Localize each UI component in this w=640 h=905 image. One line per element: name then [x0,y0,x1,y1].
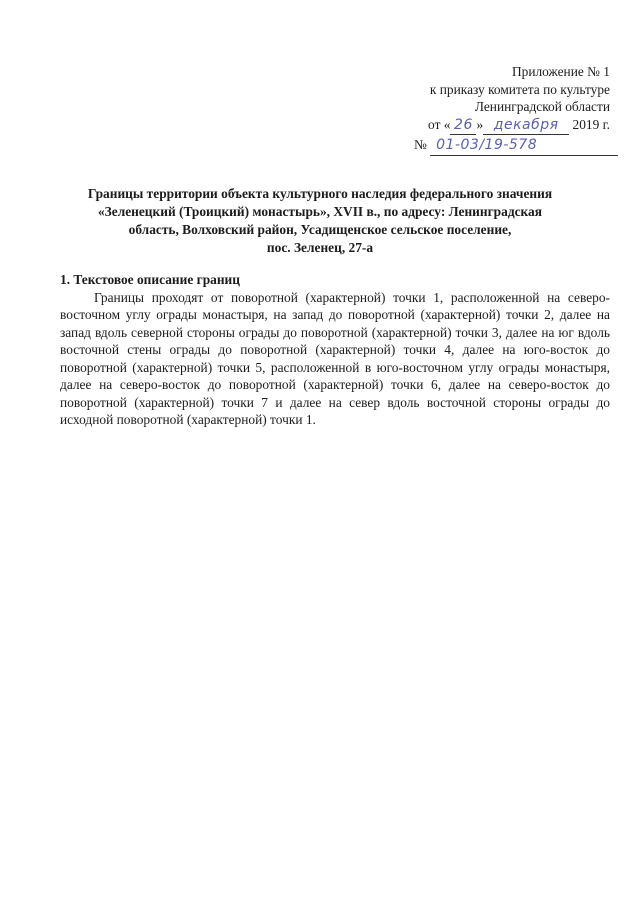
date-year: 2019 г. [572,116,610,132]
attachment-number [310,136,610,156]
attachment-region: Ленинградской области [474,99,610,114]
section-paragraph: Границы проходят от поворотной (характерной) точки 1, расположенной на северо-восточном углу ограды монастыря, на запад до поворотной (характерной) точки 2, далее на запад вдоль северной стороны ограды до поворотной (характерной) точки 3, далее на юг вдоль восточной стены ограды до поворотной (характерной) точки 4, далее на юго-восток до поворотной (характерной) точки 5, расположенной в юго-восточном углу ограды монастыря, далее на северо-восток до поворотной (характерной) точки 6, далее на северо-восток до поворотной (характерной) точки 7 и далее на север вдоль восточной стороны ограды до исходной поворотной (характерной) точки 1. [60,289,610,427]
title-line-3: область, Волховский район, Усадищенское сельское поселение, [128,222,512,237]
title-line-4: пос. Зеленец, 27-а [266,240,374,255]
date-mid: » [476,116,484,132]
attachment-order-ref: к приказу комитета по культуре [429,81,610,97]
number-prefix: № [414,137,427,152]
document-title [40,185,600,257]
section-heading: 1. Текстовое описание границ [60,272,240,287]
date-prefix: от « [428,116,451,132]
date-day-field [450,116,476,136]
attachment-date [310,116,610,136]
boundary-description-section [60,271,610,429]
number-field [430,136,618,156]
title-line-1: Границы территории объекта культурного наследия федерального значения [87,186,553,201]
date-month: декабря [493,116,559,133]
attachment-title: Приложение № 1 [511,64,610,79]
date-day: 26 [454,116,473,133]
attachment-header [310,63,610,156]
title-line-2: «Зеленецкий (Троицкий) монастырь», XVII в., по адресу: Ленинградская [97,204,542,219]
date-month-field [483,116,569,136]
number-value: 01-03/19-578 [436,137,538,153]
